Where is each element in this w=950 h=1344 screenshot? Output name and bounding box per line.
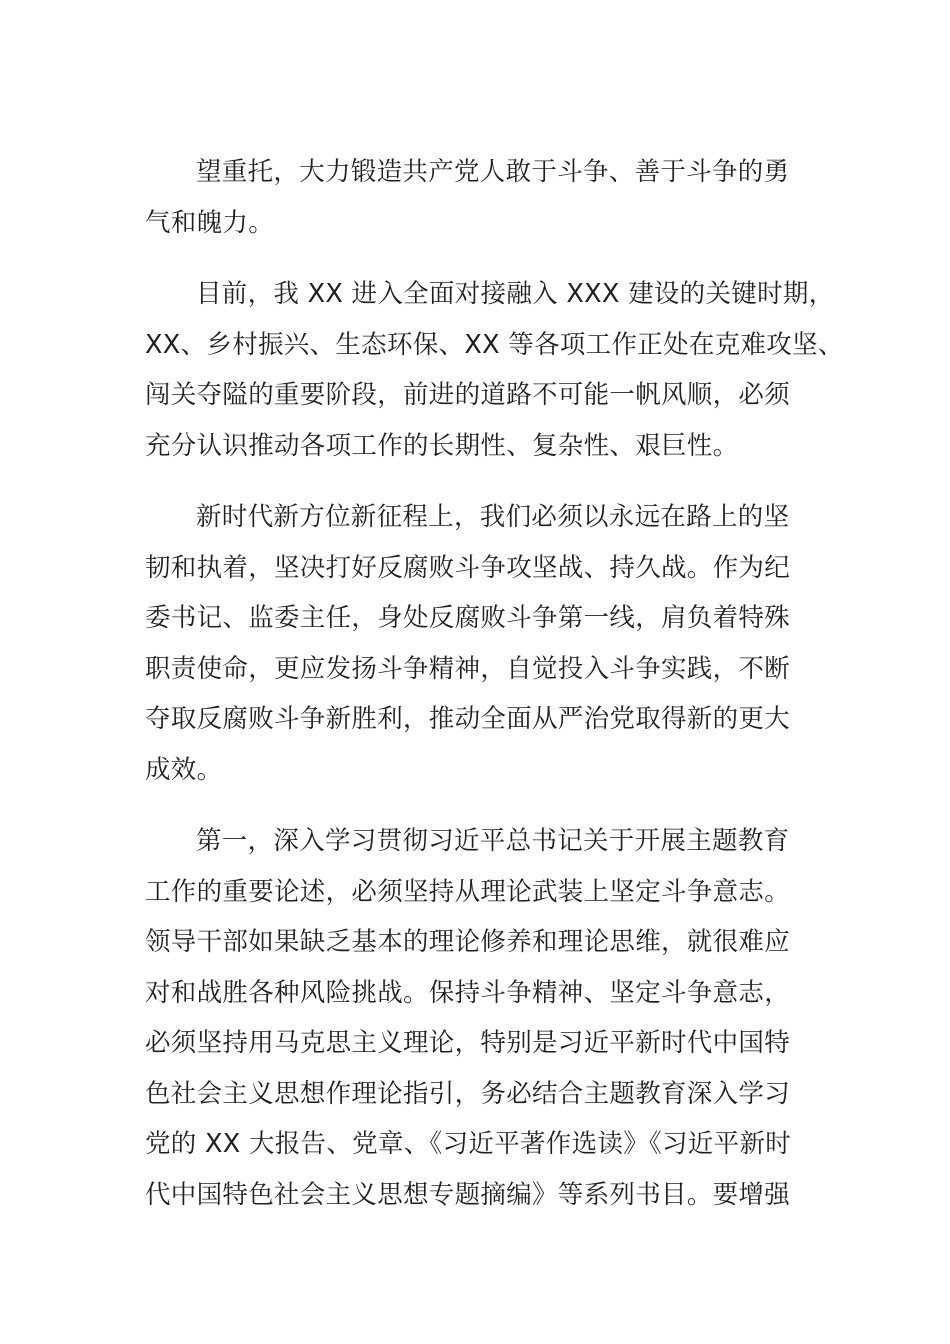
text-line: 充分认识推动各项工作的长期性、复杂性、艰巨性。 [145, 430, 739, 461]
text-line: 新时代新方位新征程上，我们必须以永远在路上的坚 [196, 502, 790, 532]
text-line: 色社会主义思想作理论指引，务必结合主题教育深入学习 [145, 1078, 791, 1109]
paragraph-1 [145, 147, 805, 248]
text-line: 第一，深入学习贯彻习近平总书记关于开展主题教育 [196, 826, 790, 856]
text-line: 夺取反腐败斗争新胜利，推动全面从严治党取得新的更大 [145, 704, 791, 734]
text-line: 党的 XX 大报告、党章、《习近平著作选读》《习近平新时 [145, 1129, 792, 1159]
text-line: 委书记、监委主任，身处反腐败斗争第一线，肩负着特殊 [145, 603, 791, 633]
text-line: 气和魄力。 [145, 207, 275, 238]
text-line: 必须坚持用马克思主义理论，特别是习近平新时代中国特 [145, 1028, 791, 1058]
text-line: 领导干部如果缺乏基本的理论修养和理论思维，就很难应 [145, 927, 791, 957]
text-line: 望重托，大力锻造共产党人敢于斗争、善于斗争的勇 [196, 157, 790, 187]
text-line: 对和战胜各种风险挑战。保持斗争精神、坚定斗争意志， [145, 977, 791, 1008]
paragraph-spacer [145, 471, 805, 492]
paragraph-spacer [145, 795, 805, 816]
text-line: 闯关夺隘的重要阶段，前进的道路不可能一帆风顺，必须 [145, 380, 791, 410]
paragraph-spacer [145, 248, 805, 269]
text-line: 成效。 [145, 754, 223, 785]
text-line: 工作的重要论述，必须坚持从理论武装上坚定斗争意志。 [145, 876, 791, 907]
document-body [145, 147, 844, 1220]
paragraph-2 [145, 269, 844, 471]
text-line: 目前，我 XX 进入全面对接融入 XXX 建设的关键时期， [196, 279, 835, 309]
text-line: 韧和执着，坚决打好反腐败斗争攻坚战、持久战。作为纪 [145, 552, 791, 583]
paragraph-4 [145, 816, 805, 1220]
text-line: XX、乡村振兴、生态环保、XX 等各项工作正处在克难攻坚、 [145, 329, 844, 360]
paragraph-3 [145, 492, 805, 795]
text-line: 职责使命，更应发扬斗争精神，自觉投入斗争实践，不断 [145, 653, 791, 684]
text-line: 代中国特色社会主义思想专题摘编》等系列书目。要增强 [145, 1179, 791, 1210]
